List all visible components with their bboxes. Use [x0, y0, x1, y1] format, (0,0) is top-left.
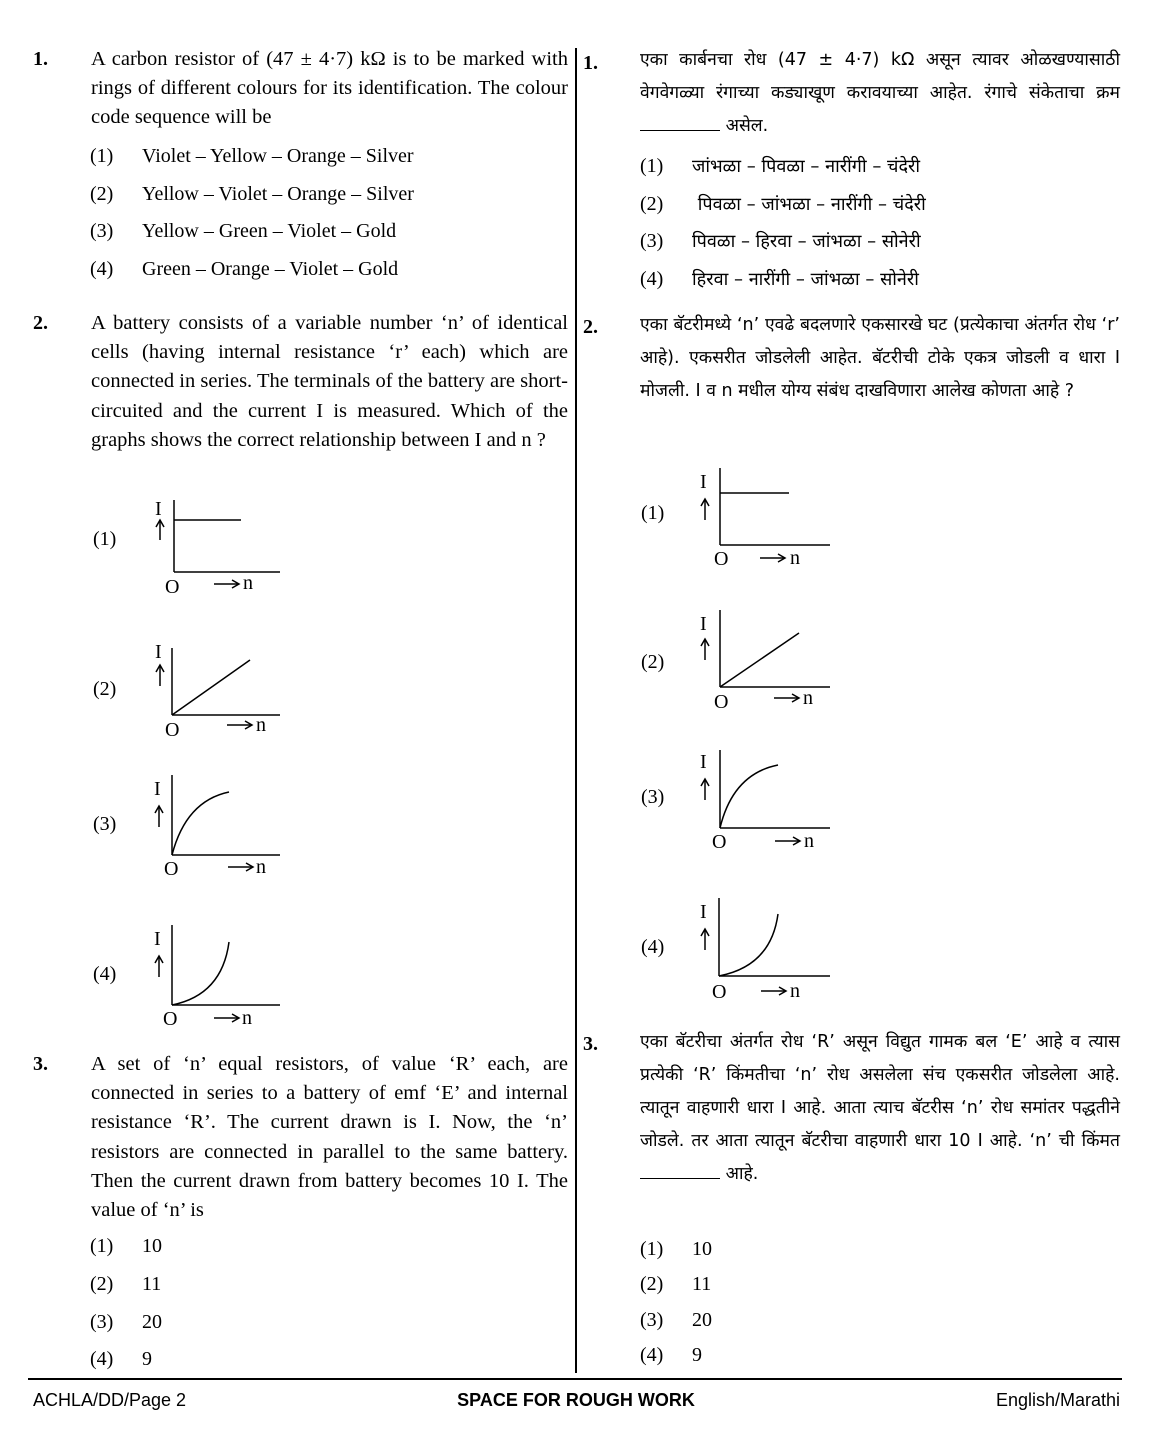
graph-origin-label: O — [712, 831, 727, 853]
footer-rule — [28, 1378, 1122, 1380]
graph-x-label: n — [804, 830, 814, 852]
graph-curve-saturating — [172, 792, 229, 855]
q2-option-1[interactable]: (1) — [93, 528, 117, 550]
graph-y-label: I — [700, 901, 707, 923]
mr-q2-number: 2. — [583, 316, 598, 338]
mr-q1-option-2[interactable]: (2) पिवळा – जांभळा – नारींगी – चंदेरी — [640, 193, 926, 215]
mr-q3-option-3[interactable]: (3) 20 — [640, 1309, 712, 1331]
graph-x-label: n — [790, 980, 800, 1002]
mr-q2-graph-2 — [695, 610, 835, 715]
q3-number: 3. — [33, 1053, 48, 1075]
answer-blank — [640, 1161, 720, 1180]
graph-curve-linear — [172, 660, 250, 715]
graph-origin-label: O — [714, 548, 729, 570]
graph-x-label: n — [790, 547, 800, 569]
rough-work-label: SPACE FOR ROUGH WORK — [457, 1390, 695, 1410]
mr-q3-option-2[interactable]: (2) 11 — [640, 1273, 712, 1295]
q1-option-1[interactable]: (1) Violet – Yellow – Orange – Silver — [90, 145, 414, 167]
q1-option-3[interactable]: (3) Yellow – Green – Violet – Gold — [90, 220, 397, 242]
q2-option-4[interactable]: (4) — [93, 963, 117, 985]
graph-y-label: I — [700, 471, 707, 493]
graph-curve-linear — [720, 633, 799, 687]
graph-origin-label: O — [163, 1008, 178, 1030]
graph-y-label: I — [155, 498, 162, 520]
q3-option-2[interactable]: (2) 11 — [90, 1273, 162, 1295]
page-code: ACHLA/DD/Page 2 — [33, 1390, 187, 1410]
graph-curve-saturating — [720, 765, 778, 828]
q2-graph-2 — [150, 638, 290, 743]
mr-q1-text: एका कार्बनचा रोध (47 ± 4·7) kΩ असून त्यावर ओळखण्यासाठी वेगवेगळ्या रंगाच्या कड्याखूण करावयाच्या आहेत. रंगाचे संकेताचा क्रम असेल. — [640, 50, 1120, 136]
mr-q2-option-4[interactable]: (4) — [641, 936, 665, 958]
mr-q3-option-4[interactable]: (4) 9 — [640, 1344, 702, 1366]
mr-q2-option-3[interactable]: (3) — [641, 786, 665, 808]
mr-q2-option-1[interactable]: (1) — [641, 502, 665, 524]
mr-q2-option-2[interactable]: (2) — [641, 651, 665, 673]
q2-graph-1 — [150, 495, 290, 600]
q2-option-3[interactable]: (3) — [93, 813, 117, 835]
q2-text: A battery consists of a variable number ‘n’ of identical cells (having internal resistance ‘r’ each) which are connected in series. The terminals of the battery are short-circuited and the current I is measured. Which of the graphs shows the correct relationship between I and n ? — [91, 312, 568, 451]
graph-origin-label: O — [165, 576, 180, 598]
mr-q2-graph-3 — [695, 750, 835, 855]
mr-q1-option-1[interactable]: (1) जांभळा – पिवळा – नारींगी – चंदेरी — [640, 155, 921, 177]
mr-q3-number: 3. — [583, 1033, 598, 1055]
mr-q3-text: एका बॅटरीचा अंतर्गत रोध ‘R’ असून विद्युत गामक बल ‘E’ आहे व त्यास प्रत्येकी ‘R’ किंमतीचा ‘n’ रोध असलेला संच एकसरीत जोडलेला आहे. त्यातून वाहणारी धारा I आहे. आता त्याच बॅटरीस ‘n’ रोध समांतर पद्धतीने जोडले. तर आता त्यातून बॅटरीचा वाहणारी धारा 10 I आहे. ‘n’ ची किंमत आहे. — [640, 1032, 1120, 1184]
graph-y-label: I — [700, 751, 707, 773]
graph-origin-label: O — [165, 719, 180, 741]
mr-q2-graph-1 — [695, 468, 835, 573]
q3-option-3[interactable]: (3) 20 — [90, 1311, 162, 1333]
column-divider — [575, 48, 577, 1373]
graph-curve-increasing — [719, 914, 778, 976]
q2-number: 2. — [33, 312, 48, 334]
graph-x-label: n — [243, 572, 253, 594]
graph-x-label: n — [242, 1007, 252, 1029]
mr-q1-number: 1. — [583, 52, 598, 74]
graph-origin-label: O — [714, 691, 729, 713]
language-label: English/Marathi — [995, 1390, 1120, 1410]
q2-graph-3 — [150, 775, 290, 880]
answer-blank — [640, 113, 720, 132]
q2-option-2[interactable]: (2) — [93, 678, 117, 700]
graph-origin-label: O — [164, 858, 179, 880]
q1-number: 1. — [33, 48, 48, 70]
q1-option-2[interactable]: (2) Yellow – Violet – Orange – Silver — [90, 183, 414, 205]
mr-q1-option-4[interactable]: (4) हिरवा – नारींगी – जांभळा – सोनेरी — [640, 268, 919, 290]
graph-x-label: n — [256, 714, 266, 736]
graph-y-label: I — [154, 928, 161, 950]
q1-option-4[interactable]: (4) Green – Orange – Violet – Gold — [90, 258, 399, 280]
graph-origin-label: O — [712, 981, 727, 1003]
q3-text: A set of ‘n’ equal resistors, of value ‘R’ each, are connected in series to a battery of emf ‘E’ and internal resistance ‘R’. The current drawn is I. Now, the ‘n’ resistors are connected in parallel to the same battery. Then the current drawn from battery becomes 10 I. The value of ‘n’ is — [91, 1053, 568, 1222]
graph-x-label: n — [803, 687, 813, 709]
mr-q2-graph-4 — [695, 898, 835, 1008]
graph-curve-increasing — [172, 942, 229, 1005]
mr-q2-text: एका बॅटरीमध्ये ‘n’ एवढे बदलणारे एकसारखे घट (प्रत्येकाचा अंतर्गत रोध ‘r’ आहे). एकसरीत जोडलेली आहेत. बॅटरीची टोके एकत्र जोडली व धारा I मोजली. I व n मधील योग्य संबंध दाखविणारा आलेख कोणता आहे ? — [640, 315, 1120, 401]
graph-y-label: I — [700, 613, 707, 635]
graph-y-label: I — [155, 641, 162, 663]
mr-q1-option-3[interactable]: (3) पिवळा – हिरवा – जांभळा – सोनेरी — [640, 230, 921, 252]
q3-option-4[interactable]: (4) 9 — [90, 1348, 152, 1370]
q2-graph-4 — [150, 925, 290, 1035]
q3-option-1[interactable]: (1) 10 — [90, 1235, 162, 1257]
mr-q3-option-1[interactable]: (1) 10 — [640, 1238, 712, 1260]
graph-y-label: I — [154, 778, 161, 800]
graph-x-label: n — [256, 856, 266, 878]
q1-text: A carbon resistor of (47 ± 4·7) kΩ is to be marked with rings of different colours for its identification. The colour code sequence will be — [91, 48, 568, 129]
